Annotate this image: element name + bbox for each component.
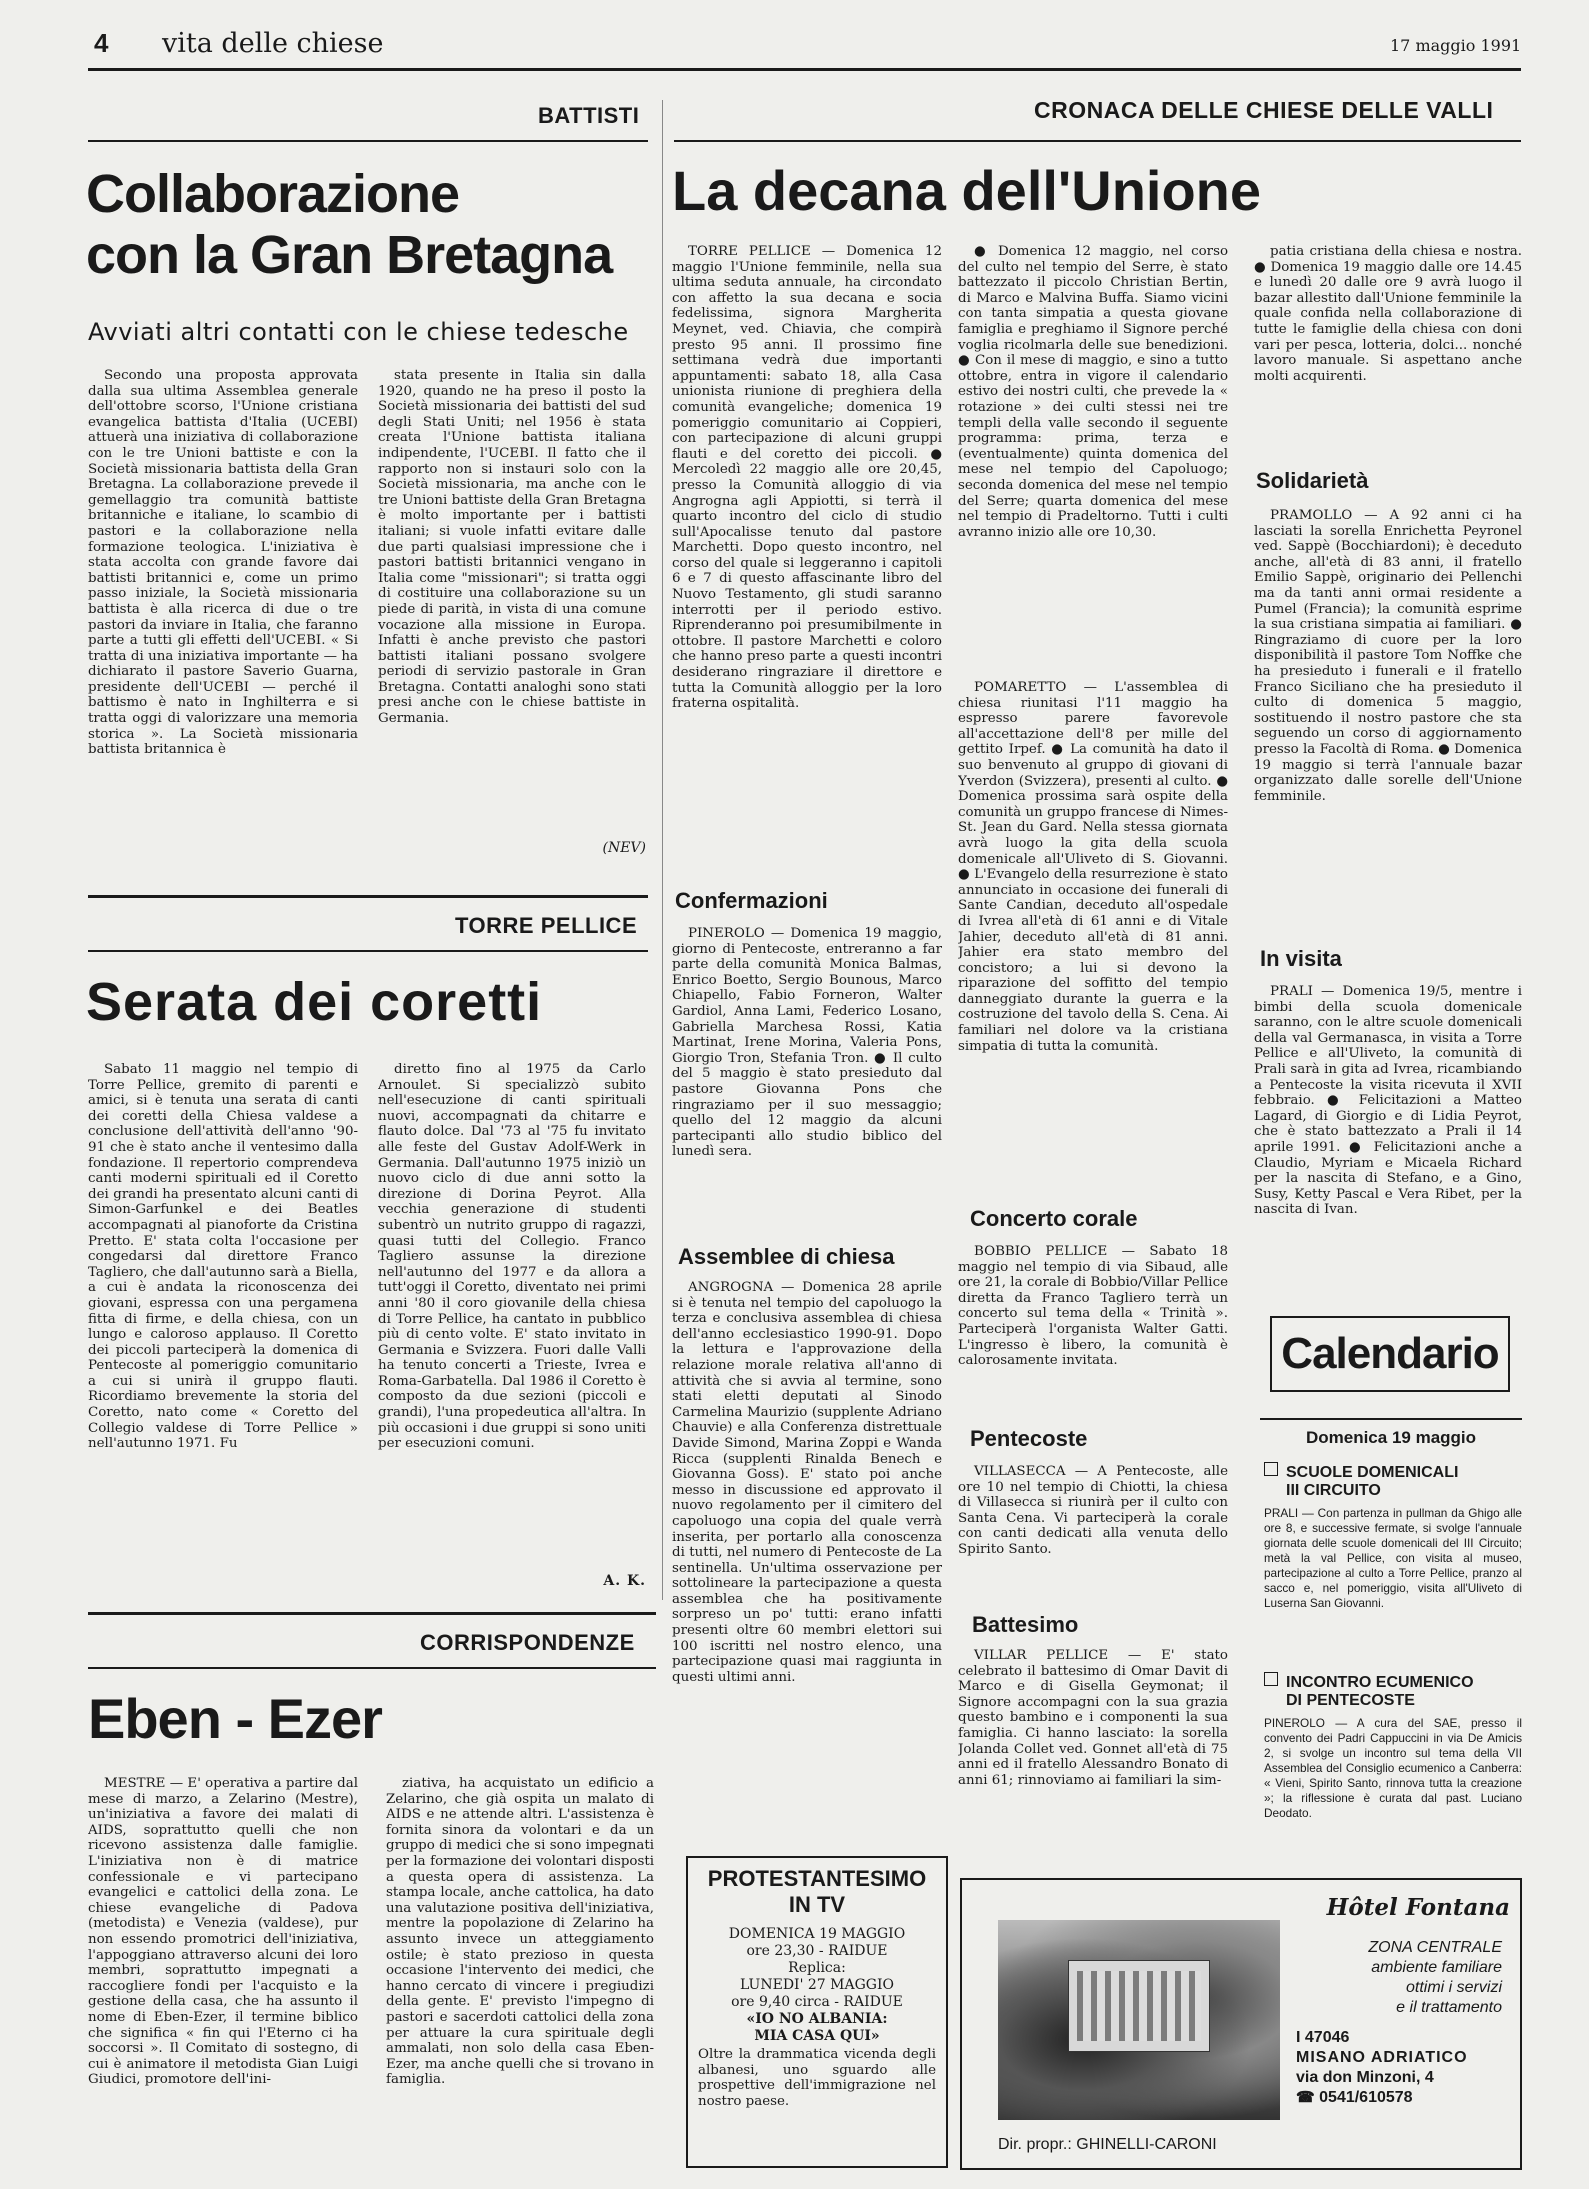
heading-pentecoste: Pentecoste bbox=[970, 1426, 1088, 1451]
tv-line-3: Replica: bbox=[788, 1960, 846, 1976]
article-battisti-col1: Secondo una proposta approvata dalla sua ultima Assemblea generale dell'ottobre scorso, l'Unione cristiana evangelica battista d'Italia (UCEBI) attuerà una iniziativa di collaborazione con le tre Unioni battiste e con la Società missionaria battista della Gran Bretagna. La collaborazione prevede il gemellaggio tra comunità battiste britanniche e italiane, lo scambio di pastori e la collaborazione nella formazione teologica. L'iniziativa è stata accolta con grande favore dai battisti britannici e, come un primo passo iniziale, la Società missionaria battista è alla ricerca di due o tre pastori da inviare in Italia, che faranno parte a tutti gli effetti dell'UCEBI. « Si tratta di una iniziativa importante — ha dichiarato il pastore Saverio Guarna, presidente dell'UCEBI — perché il battismo è nato in Inghilterra e si tratta oggi di valorizzare una memoria storica ». La Società missionaria battista britannica è bbox=[88, 368, 358, 758]
article-bazar: patia cristiana della chiesa e nostra. ● Domenica 19 maggio dalle ore 14.45 e lunedì 20 dalle ore 9 avrà luogo il bazar allestito dall'Unione femminile la quale confida nella collaborazione di tutte le famiglie della chiesa con doni vari per pesca, lotteria, dolci... nonché lavoro manuale. Si aspettano anche molti acquirenti. bbox=[1254, 244, 1522, 384]
masthead-rule bbox=[88, 68, 1521, 71]
calendar-title: Calendario bbox=[1281, 1329, 1499, 1378]
article-villar: VILLAR PELLICE — E' stato celebrato il battesimo di Omar Davit di Marco e di Gisella Geymonat; il Signore accompagni con la sua grazia questo bambino e i componenti la sua famiglia. Ci hanno lasciato: la sorella Jolanda Collet ved. Gonnet all'età di 75 anni ed il fratello Alessandro Bonato di anni 61; rinnoviamo ai familiari la sim- bbox=[958, 1648, 1228, 1788]
rule-eben-2 bbox=[88, 1667, 656, 1669]
hotel-name: Hôtel Fontana bbox=[1326, 1894, 1510, 1921]
tv-line-6: «IO NO ALBANIA: bbox=[746, 2011, 888, 2027]
calendar-day: Domenica 19 maggio bbox=[1305, 1428, 1477, 1447]
article-bobbio: BOBBIO PELLICE — Sabato 18 maggio nel tempio di via Sibaud, alle ore 21, la corale di Bobbio/Villar Pellice diretta da Franco Tagliero terrà un concerto sul tema della « Trinità ». Parteciperà l'organista Walter Gatti. L'ingresso è libero, la comunità è calorosamente invitata. bbox=[958, 1244, 1228, 1369]
rule-serata-2 bbox=[88, 950, 648, 952]
headline-decana: La decana dell'Unione bbox=[672, 159, 1262, 222]
checkbox-icon bbox=[1264, 1672, 1278, 1686]
calendar-item-ecumenico-text: PINEROLO — A cura del SAE, presso il convento dei Padri Cappuccini in via De Amicis 2, si svolge un incontro sul tema della VII Assemblea del Consiglio ecumenico a Canberra: « Vieni, Spirito Santo, rinnova tutta la creazione »; la riflessione è curata dal past. Luciano Deodato. bbox=[1264, 1716, 1522, 1820]
headline-collaborazione: Collaborazione con la Gran Bretagna bbox=[86, 164, 613, 285]
heading-confermazioni: Confermazioni bbox=[675, 888, 828, 913]
hotel-street: via don Minzoni, 4 bbox=[1296, 2069, 1434, 2086]
article-prali: PRALI — Domenica 19/5, mentre i bimbi della scuola domenicale saranno, con le altre scuole domenicali della val Germanasca, in visita a Torre Pellice e all'Uliveto, la comunità di Prali sarà in gita ad Ivrea, ricambiando a Pentecoste la visita ricevuta il XVII febbraio. ● Felicitazioni a Matteo Lagard, di Giorgio e di Lidia Peyrot, che è stato battezzato a Prali il 14 aprile 1991. ● Felicitazioni anche a Claudio, Myriam e Micaela Richard per la nascita di Stefano, e a Gino, Susy, Ketty Pascal e Vera Ribet, per la nascita di Ivan. bbox=[1254, 984, 1522, 1218]
kicker-torre-pellice: TORRE PELLICE bbox=[455, 913, 638, 938]
hotel-city: MISANO ADRIATICO bbox=[1296, 2049, 1468, 2066]
rule-serata bbox=[88, 895, 648, 898]
kicker-battisti: BATTISTI bbox=[538, 103, 640, 128]
rule-eben bbox=[88, 1612, 656, 1615]
article-torre-pellice: TORRE PELLICE — Domenica 12 maggio l'Unione femminile, nella sua ultima seduta annuale, ha circondato con affetto la sua decana e socia fedelissima, signora Margherita Meynet, ved. Chiavia, che compirà presto 95 anni. Il prossimo fine settimana vedrà due importanti appuntamenti: sabato 18, alla Casa unionista riunione di preghiera della comunità evangeliche; domenica 19 pomeriggio comunitario ai Coppieri, con partecipazione di alcuni gruppi flauti e del coretto dei piccoli. ● Mercoledì 22 maggio alle ore 20,45, presso la Comunità alloggio di via Angrogna agli Appiotti, si terrà il quarto incontro del ciclo di studio sull'Apocalisse tenuto dal pastore Marchetti. Dopo questo incontro, nel corso del quale si leggeranno i capitoli 6 e 7 di questo affascinante libro del Nuovo Testamento, gli studi saranno interrotti per il periodo estivo. Riprenderanno poi presumibilmente in ottobre. Il pastore Marchetti e coloro che hanno preso parte a questi incontri desiderano ringraziare il direttore e tutta la Comunità alloggio per la loro fraterna ospitalità. bbox=[672, 244, 942, 712]
headline-eben-ezer: Eben - Ezer bbox=[88, 1687, 382, 1750]
article-eben-col2: ziativa, ha acquistato un edificio a Zelarino, che già ospita un malato di AIDS e ne attende altri. L'assistenza è fornita sinora da volontari e da un gruppo di medici che si sono impegnati per la formazione dei volontari disposti a questa opera di assistenza. La stampa locale, anche cattolica, ha dato una valutazione positiva dell'iniziativa, mentre la popolazione di Zelarino ha assunto invece un atteggiamento ostile; è stato prezioso in questa occasione l'intervento dei medici, che hanno cercato di vincere i pregiudizi della gente. E' previsto l'impegno di pastori e sacerdoti cattolici della zona per attuare la cura spirituale degli ammalati, non solo della casa Eben-Ezer, ma anche quelli che si trovano in famiglia. bbox=[386, 1776, 654, 2088]
headline-serata: Serata dei coretti bbox=[86, 972, 543, 1032]
tv-line-4: LUNEDI' 27 MAGGIO bbox=[740, 1977, 894, 1993]
tv-line-5: ore 9,40 circa - RAIDUE bbox=[731, 1994, 903, 2010]
article-serata-col2: diretto fino al 1975 da Carlo Arnoulet. Si specializzò subito nell'esecuzione di canti spirituali nuovi, accompagnati da chitarre e flauto dolce. Dal '73 al '75 fu invitato alle feste del Gustav Adolf-Werk in Germania. Dall'autunno 1975 iniziò un nuovo ciclo di due anni sotto la direzione di Dorina Peyrot. Alla vecchia generazione di studenti subentrò un nutrito gruppo di ragazzi, quasi tutti del Collegio. Franco Tagliero assunse la direzione nell'autunno del 1977 e da allora a tutt'oggi il Coretto, diventato nei primi anni '80 il coro giovanile della chiesa di Torre Pellice, ha cantato in pubblico più di cento volte. E' stato invitato in Germania e Svizzera. Fuori dalle Valli ha tenuto concerti a Trieste, Ivrea e Roma-Garbatella. Dal 1986 il Coretto è composto da due sezioni (piccoli e grandi), l'una propedeutica all'altra. In più occasioni i due gruppi si sono uniti per esecuzioni comuni. bbox=[378, 1062, 646, 1452]
subheadline-battisti: Avviati altri contatti con le chiese tedesche bbox=[88, 318, 629, 346]
calendar-title-box bbox=[1270, 1316, 1510, 1392]
calendar-item-scuole-text: PRALI — Con partenza in pullman da Ghigo alle ore 8, e successive fermate, si svolge l'annuale giornata delle scuole domenicali del III Circuito; metà la val Pellice, con visita al museo, partecipazione al culto a Torre Pellice, pranzo al sacco e, nel pomeriggio, visita all'Uliveto di Luserna San Giovanni. bbox=[1264, 1506, 1522, 1610]
article-pramollo: PRAMOLLO — A 92 anni ci ha lasciati la sorella Enrichetta Peyronel ved. Sappè (Bocchiardoni); è deceduto anche, all'età di 83 anni, il fratello Emilio Sappè, originario dei Pellenchi ma da tanti anni ormai residente a Pumel (Francia); la comunità esprime la sua cristiana simpatia ai familiari. ● Ringraziamo di cuore per la loro disponibilità il pastore Tom Noffke che ha presieduto i funerali e il fratello Franco Siciliano che ha presieduto il culto di domenica 5 maggio, sostituendo il nostro pastore che sta seguendo un corso di aggiornamento presso la Facoltà di Roma. ● Domenica 19 maggio si terrà l'annuale bazar organizzato dalle sorelle dell'Unione femminile. bbox=[1254, 508, 1522, 804]
article-pinerolo: PINEROLO — Domenica 19 maggio, giorno di Pentecoste, entreranno a far parte della comunità Monica Balmas, Enrico Boetto, Sergio Bounous, Marco Chiapello, Fabio Forneron, Walter Gardiol, Anna Lami, Federico Losano, Gabriella Marchesa Rossi, Katia Martinat, Irene Morina, Valeria Pons, Giorgio Tron, Stefania Tron. ● Il culto del 5 maggio è stato presieduto dal pastore Giovanna Pons che ringraziamo per il suo messaggio; quello del 12 maggio da alcuni partecipanti allo studio biblico del lunedì sera. bbox=[672, 926, 942, 1160]
tv-line-2: ore 23,30 - RAIDUE bbox=[746, 1943, 888, 1959]
article-villasecca: VILLASECCA — A Pentecoste, alle ore 10 nel tempio di Chiotti, la chiesa di Villasecca si riunirà per il culto con Santa Cena. Vi parteciperà la corale con canti dedicati alla venuta dello Spirito Santo. bbox=[958, 1464, 1228, 1557]
rule-battisti bbox=[88, 140, 648, 142]
calendar-item-scuole: SCUOLE DOMENICALI III CIRCUITO PRALI — Con partenza in pullman da Ghigo alle ore 8, e successive fermate, si svolge l'annuale giornata delle scuole domenicali del III Circuito; metà la val Pellice, con visita al museo, partecipazione al culto a Torre Pellice, pranzo al sacco e, nel pomeriggio, visita all'Uliveto di Luserna San Giovanni. bbox=[1264, 1464, 1522, 1610]
heading-solidarieta: Solidarietà bbox=[1256, 468, 1369, 493]
article-angrogna: ANGROGNA — Domenica 28 aprile si è tenuta nel tempio del capoluogo la terza e conclusiva assemblea di chiesa dell'anno ecclesiastico 1990-91. Dopo la lettura e l'approvazione della relazione morale relativa all'anno di attività che si avvia al termine, sono stati eletti deputati al Sinodo Carmelina Maurizio (supplente Adriano Chauvie) e alla Conferenza distrettuale Davide Simond, Marina Zoppi e Wanda Ricca (supplenti Rinalda Benech e Giovanna Goss). E' stato poi anche messo in discussione ed approvato il nuovo regolamento per il cimitero del capoluogo una copia del quale verrà inserita, per portarlo alla conoscenza di tutti, nel numero di Pentecoste de La sentinella. Un'ultima osservazione per sottolineare la partecipazione a questa assemblea che ha positivamente sorpreso un po' tutti: erano infatti presenti oltre 60 membri elettori sui 100 iscritti nel nostro elenco, una partecipazione quasi mai raggiunta in questi ultimi anni. bbox=[672, 1280, 942, 1685]
heading-assemblee: Assemblee di chiesa bbox=[678, 1244, 895, 1269]
page-number: 4 bbox=[94, 28, 109, 58]
article-pomaretto: POMARETTO — L'assemblea di chiesa riunitasi l'11 maggio ha espresso parere favorevole all'accettazione dell'8 per mille del gettito Irpef. ● La comunità ha dato il suo benvenuto al gruppo di giovani di Yverdon (Svizzera), presenti al culto. ● Domenica prossima sarà ospite della comunità un gruppo francese di Nimes-St. Jean du Gard. Nella stessa giornata avrà luogo la gita della scuola domenicale all'Uliveto di S. Giovanni. ● L'Evangelo della resurrezione è stato annunciato in occasione dei funerali di Sante Candian, deceduto all'ospedale di Ivrea all'età di 61 anni e di Vitale Jahier, deceduto all'età di 81 anni. Jahier era stato membro del concistoro; a lui si devono la riparazione del soffitto del tempio danneggiato durante la guerra e la costruzione del tavolo della S. Cena. Ai familiari nel dolore va la cristiana simpatia di tutta la comunità. bbox=[958, 680, 1228, 1054]
heading-concerto: Concerto corale bbox=[970, 1206, 1138, 1231]
heading-in-visita: In visita bbox=[1260, 946, 1342, 971]
tv-line-1: DOMENICA 19 MAGGIO bbox=[728, 1926, 906, 1942]
signature-ak: A. K. bbox=[603, 1573, 646, 1589]
telephone-icon: ☎ bbox=[1296, 2089, 1315, 2106]
tv-description: Oltre la drammatica vicenda degli albanesi, uno sguardo alle prospettive dell'immigrazione nel nostro paese. bbox=[698, 2047, 936, 2109]
tv-box bbox=[686, 1856, 948, 2168]
hotel-line-2: ambiente familiare bbox=[1371, 1959, 1502, 1976]
article-serata-col1: Sabato 11 maggio nel tempio di Torre Pellice, gremito di parenti e amici, si è tenuta una serata di canti dei coretti della Chiesa valdese a conclusione dell'attività dell'anno '90-91 che è stato anche il ventesimo dalla fondazione. Il repertorio comprendeva canti moderni spirituali ed il Coretto dei grandi ha presentato alcuni canti di Simon-Garfunkel e dei Beatles accompagnati al pianoforte da Cristina Pretto. E' stata colta l'occasione per congedarsi dal direttore Franco Tagliero, che dall'autunno sarà a Biella, a cui è andata la riconoscenza dei giovani, espressa con una pergamena fitta di firme, e della chiesa, con un lungo e caloroso applauso. Il Coretto dei piccoli parteciperà la domenica di Pentecoste al pomeriggio comunitario a cui si unirà il gruppo flauti. Ricordiamo brevemente la storia del Coretto, nato come « Coretto del Collegio valdese di Torre Pellice » nell'autunno 1971. Fu bbox=[88, 1062, 358, 1452]
hotel-line-4: e il trattamento bbox=[1396, 1999, 1502, 2016]
column-divider bbox=[662, 100, 663, 1600]
rule-calendar bbox=[1260, 1418, 1522, 1420]
tv-title: PROTESTANTESIMO bbox=[707, 1866, 927, 1891]
hotel-proprietor: Dir. propr.: GHINELLI-CARONI bbox=[998, 2136, 1217, 2153]
hotel-photo bbox=[998, 1920, 1280, 2120]
article-angrogna-cont: ● Domenica 12 maggio, nel corso del culto nel tempio del Serre, è stato battezzato il piccolo Christian Bertin, di Marco e Malvina Buffa. Siamo vicini con tanta simpatia a questa giovane famiglia e preghiamo il Signore perché voglia ricolmarla delle sue benedizioni. ● Con il mese di maggio, e sino a tutto ottobre, entra in vigore il calendario estivo dei nostri culti, che prevede la « rotazione » dei culti stessi nei tre templi della valle secondo il seguente programma: prima, terza e (eventualmente) quinta domenica del mese nel tempio del Capoluogo; seconda domenica del mese nel tempio del Serre; quarta domenica del mese nel tempio di Pradeltorno. Tutti i culti avranno inizio alle ore 10,30. bbox=[958, 244, 1228, 540]
kicker-corrispondenze: CORRISPONDENZE bbox=[420, 1630, 635, 1655]
article-eben-col1: MESTRE — E' operativa a partire dal mese di marzo, a Zelarino (Mestre), un'iniziativa a favore dei malati di AIDS, soprattutto quelli che non ricevono assistenza dalle famiglie. L'iniziativa non è di matrice confessionale e vi partecipano evangelici e cattolici della zona. Le chiese evangeliche di Padova (metodista) e Venezia (valdese), pur non essendo promotrici dell'iniziativa, l'appoggiano attraverso alcuni dei loro membri, soprattutto impegnati a raccogliere fondi per l'acquisto e la gestione della casa, che ha assunto il nome di Eben-Ezer, il termine biblico che significa « fin qui l'Eterno ci ha soccorsi ». Il Comitato di sostegno, di cui è animatore il metodista Gian Luigi Giudici, promotore dell'ini- bbox=[88, 1776, 358, 2088]
heading-battesimo: Battesimo bbox=[972, 1612, 1079, 1637]
signature-nev: (NEV) bbox=[602, 840, 646, 856]
rule-cronaca bbox=[674, 140, 1521, 142]
hotel-ad bbox=[960, 1878, 1522, 2170]
kicker-cronaca: CRONACA DELLE CHIESE DELLE VALLI bbox=[1034, 97, 1494, 123]
hotel-line-1: ZONA CENTRALE bbox=[1368, 1939, 1502, 1956]
hotel-phone: ☎ 0541/610578 bbox=[1296, 2089, 1413, 2106]
tv-title-2: IN TV bbox=[788, 1892, 846, 1917]
masthead-date: 17 maggio 1991 bbox=[1390, 36, 1522, 55]
tv-line-7: MIA CASA QUI» bbox=[754, 2028, 880, 2044]
hotel-line-3: ottimi i servizi bbox=[1405, 1979, 1502, 1996]
masthead-title: vita delle chiese bbox=[162, 28, 384, 59]
calendar-item-ecumenico: INCONTRO ECUMENICO DI PENTECOSTE PINEROLO — A cura del SAE, presso il convento dei Padri Cappuccini in via De Amicis 2, si svolge un incontro sul tema della VII Assemblea del Consiglio ecumenico a Canberra: « Vieni, Spirito Santo, rinnova tutta la creazione »; la riflessione è curata dal past. Luciano Deodato. bbox=[1264, 1674, 1522, 1820]
article-battisti-col2: stata presente in Italia sin dalla 1920, quando ne ha preso il posto la Società missionaria dei battisti del sud degli Stati Uniti; nel 1956 è stata creata l'Unione battista italiana indipendente, l'UCEBI. Il fatto che il rapporto non si instauri solo con la Società missionaria, ma anche con le tre Unioni battiste della Gran Bretagna è molto importante per i battisti italiani; si vuole infatti evitare dalle due parti qualsiasi impressione che i pastori battisti britannici vengano in Italia come "missionari"; si tratta oggi di costituire una collaborazione su un piede di parità, in vista di una comune vocazione alla missione in Europa. Infatti è anche previsto che pastori battisti italiani possano svolgere periodi di servizio pastorale in Gran Bretagna. Contatti analoghi sono stati presi anche con le chiese battiste in Germania. bbox=[378, 368, 646, 727]
hotel-zip: I 47046 bbox=[1296, 2029, 1350, 2046]
checkbox-icon bbox=[1264, 1462, 1278, 1476]
